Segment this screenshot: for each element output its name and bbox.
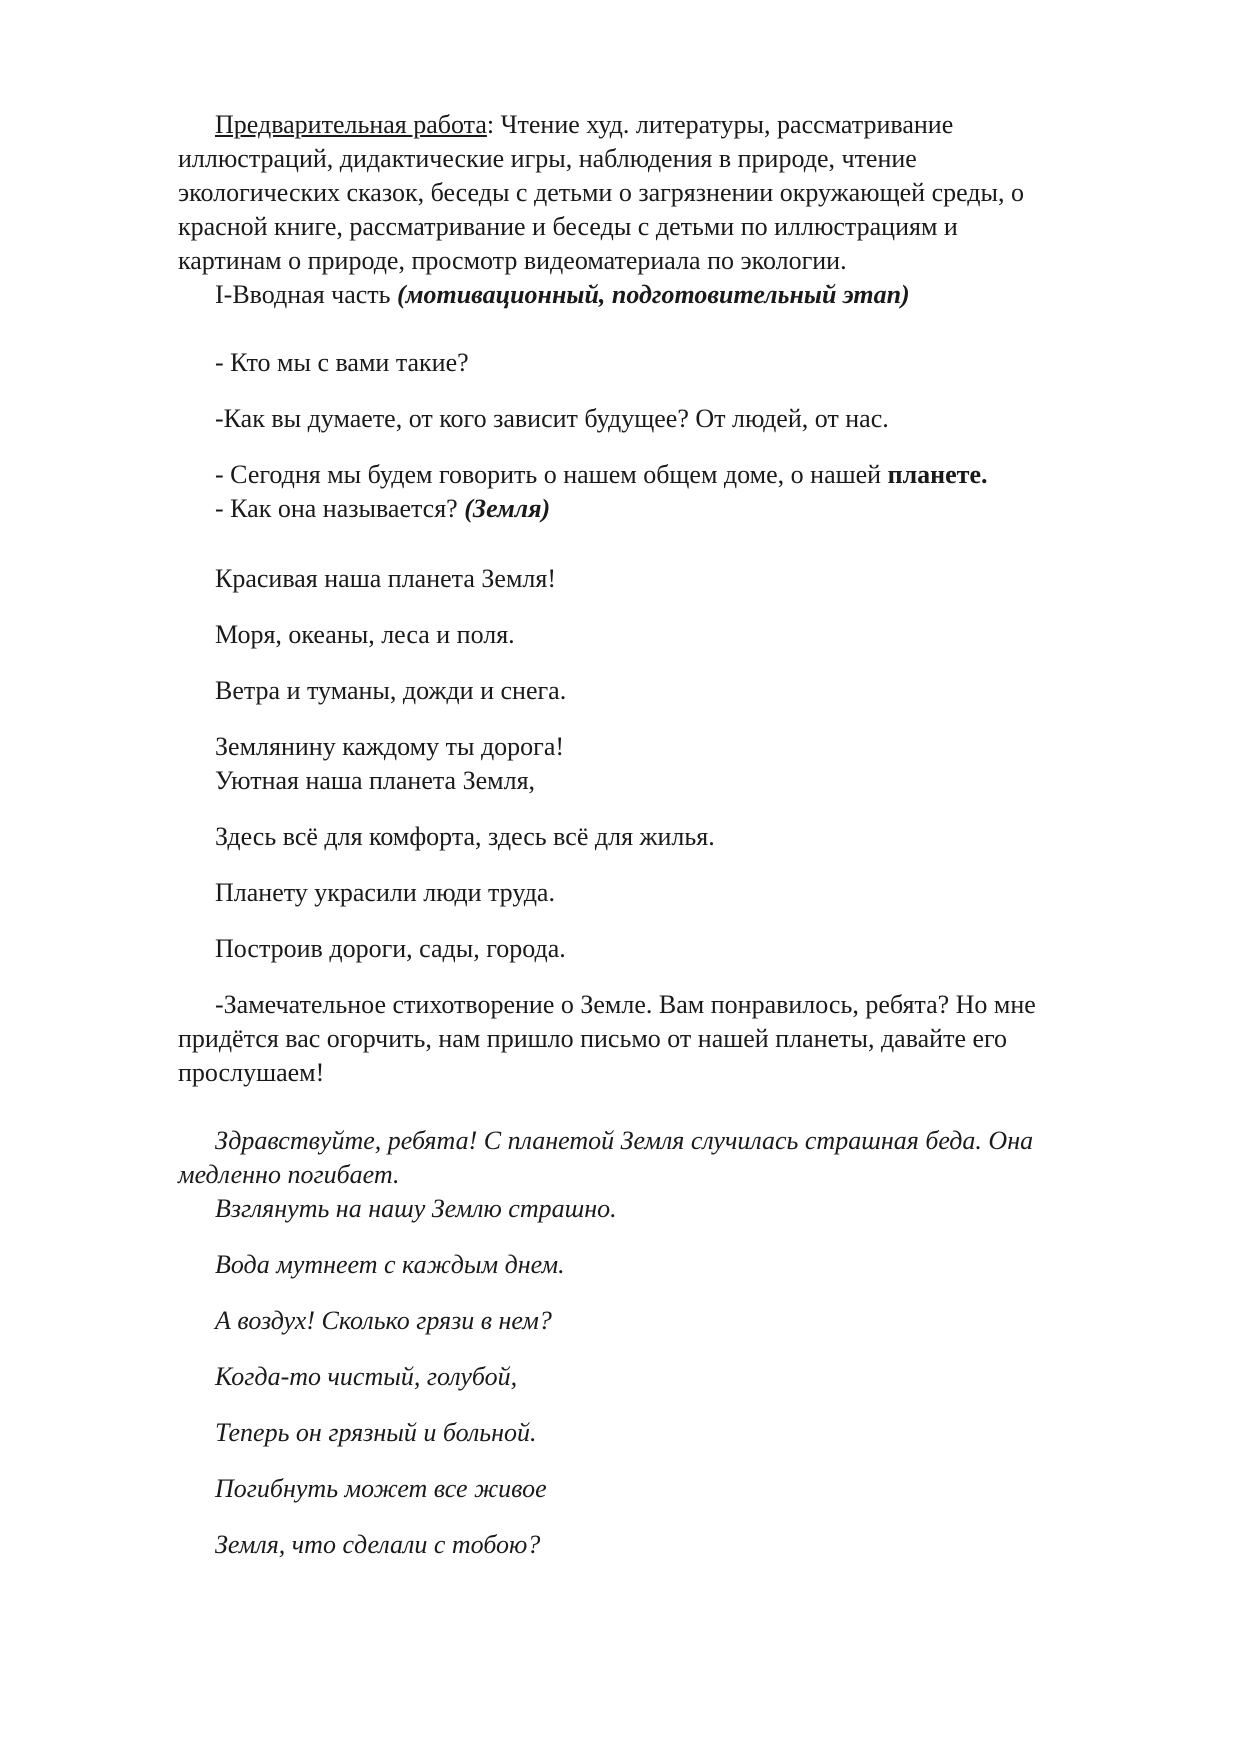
dialogue-q3-text: - Сегодня мы будем говорить о нашем общем доме, о нашей (215, 460, 888, 489)
letter-verse: Вода мутнеет с каждым днем. (215, 1250, 565, 1279)
section-title (215, 278, 910, 312)
intro-line-1 (215, 108, 953, 142)
dialogue-q4 (215, 492, 550, 526)
letter-verse: Земля, что сделали с тобою? (215, 1530, 541, 1559)
letter-verse: Теперь он грязный и больной. (215, 1418, 537, 1447)
dialogue-q4-text: - Как она называется? (215, 494, 465, 523)
after-poem-line-3: прослушаем! (178, 1058, 325, 1087)
intro-line-1-rest: : Чтение худ. литературы, рассматривание (486, 110, 954, 139)
poem-line: Землянину каждому ты дорога! (215, 732, 565, 761)
dialogue-q1: - Кто мы с вами такие? (215, 348, 469, 377)
poem-line: Уютная наша планета Земля, (215, 766, 536, 795)
poem-line: Красивая наша планета Земля! (215, 564, 556, 593)
poem-line: Моря, океаны, леса и поля. (215, 620, 515, 649)
intro-line-3: экологических сказок, беседы с детьми о загрязнении окружающей среды, о (178, 178, 1025, 207)
intro-heading: Предварительная работа (215, 110, 487, 139)
section-title-text: I-Вводная часть (215, 280, 398, 309)
poem-line: Здесь всё для комфорта, здесь всё для жилья. (215, 822, 715, 851)
letter-line-2: медленно погибает. (178, 1160, 400, 1189)
after-poem-line-2: придётся вас огорчить, нам пришло письмо от нашей планеты, давайте его (178, 1024, 1008, 1053)
dialogue-q3 (215, 458, 988, 492)
section-subtitle: (мотивационный, подготовительный этап) (397, 280, 910, 309)
dialogue-q4-answer: (Земля) (464, 494, 551, 523)
intro-line-4: красной книге, рассматривание и беседы с детьми по иллюстрациям и (178, 212, 958, 241)
intro-line-2: иллюстраций, дидактические игры, наблюдения в природе, чтение (178, 144, 917, 173)
poem-line: Построив дороги, сады, города. (215, 934, 566, 963)
after-poem-line-1: -Замечательное стихотворение о Земле. Вам понравилось, ребята? Но мне (215, 990, 1036, 1019)
intro-line-5: картинам о природе, просмотр видеоматериала по экологии. (178, 246, 847, 275)
dialogue-q3-bold: планете. (887, 460, 988, 489)
letter-verse: А воздух! Сколько грязи в нем? (215, 1306, 552, 1335)
letter-line-1: Здравствуйте, ребята! С планетой Земля случилась страшная беда. Она (215, 1126, 1034, 1155)
letter-verse: Погибнуть может все живое (215, 1474, 547, 1503)
letter-verse: Взглянуть на нашу Землю страшно. (215, 1194, 617, 1223)
poem-line: Ветра и туманы, дожди и снега. (215, 676, 567, 705)
poem-line: Планету украсили люди труда. (215, 878, 555, 907)
letter-verse: Когда-то чистый, голубой, (215, 1362, 518, 1391)
dialogue-q2: -Как вы думаете, от кого зависит будущее? От людей, от нас. (215, 404, 889, 433)
